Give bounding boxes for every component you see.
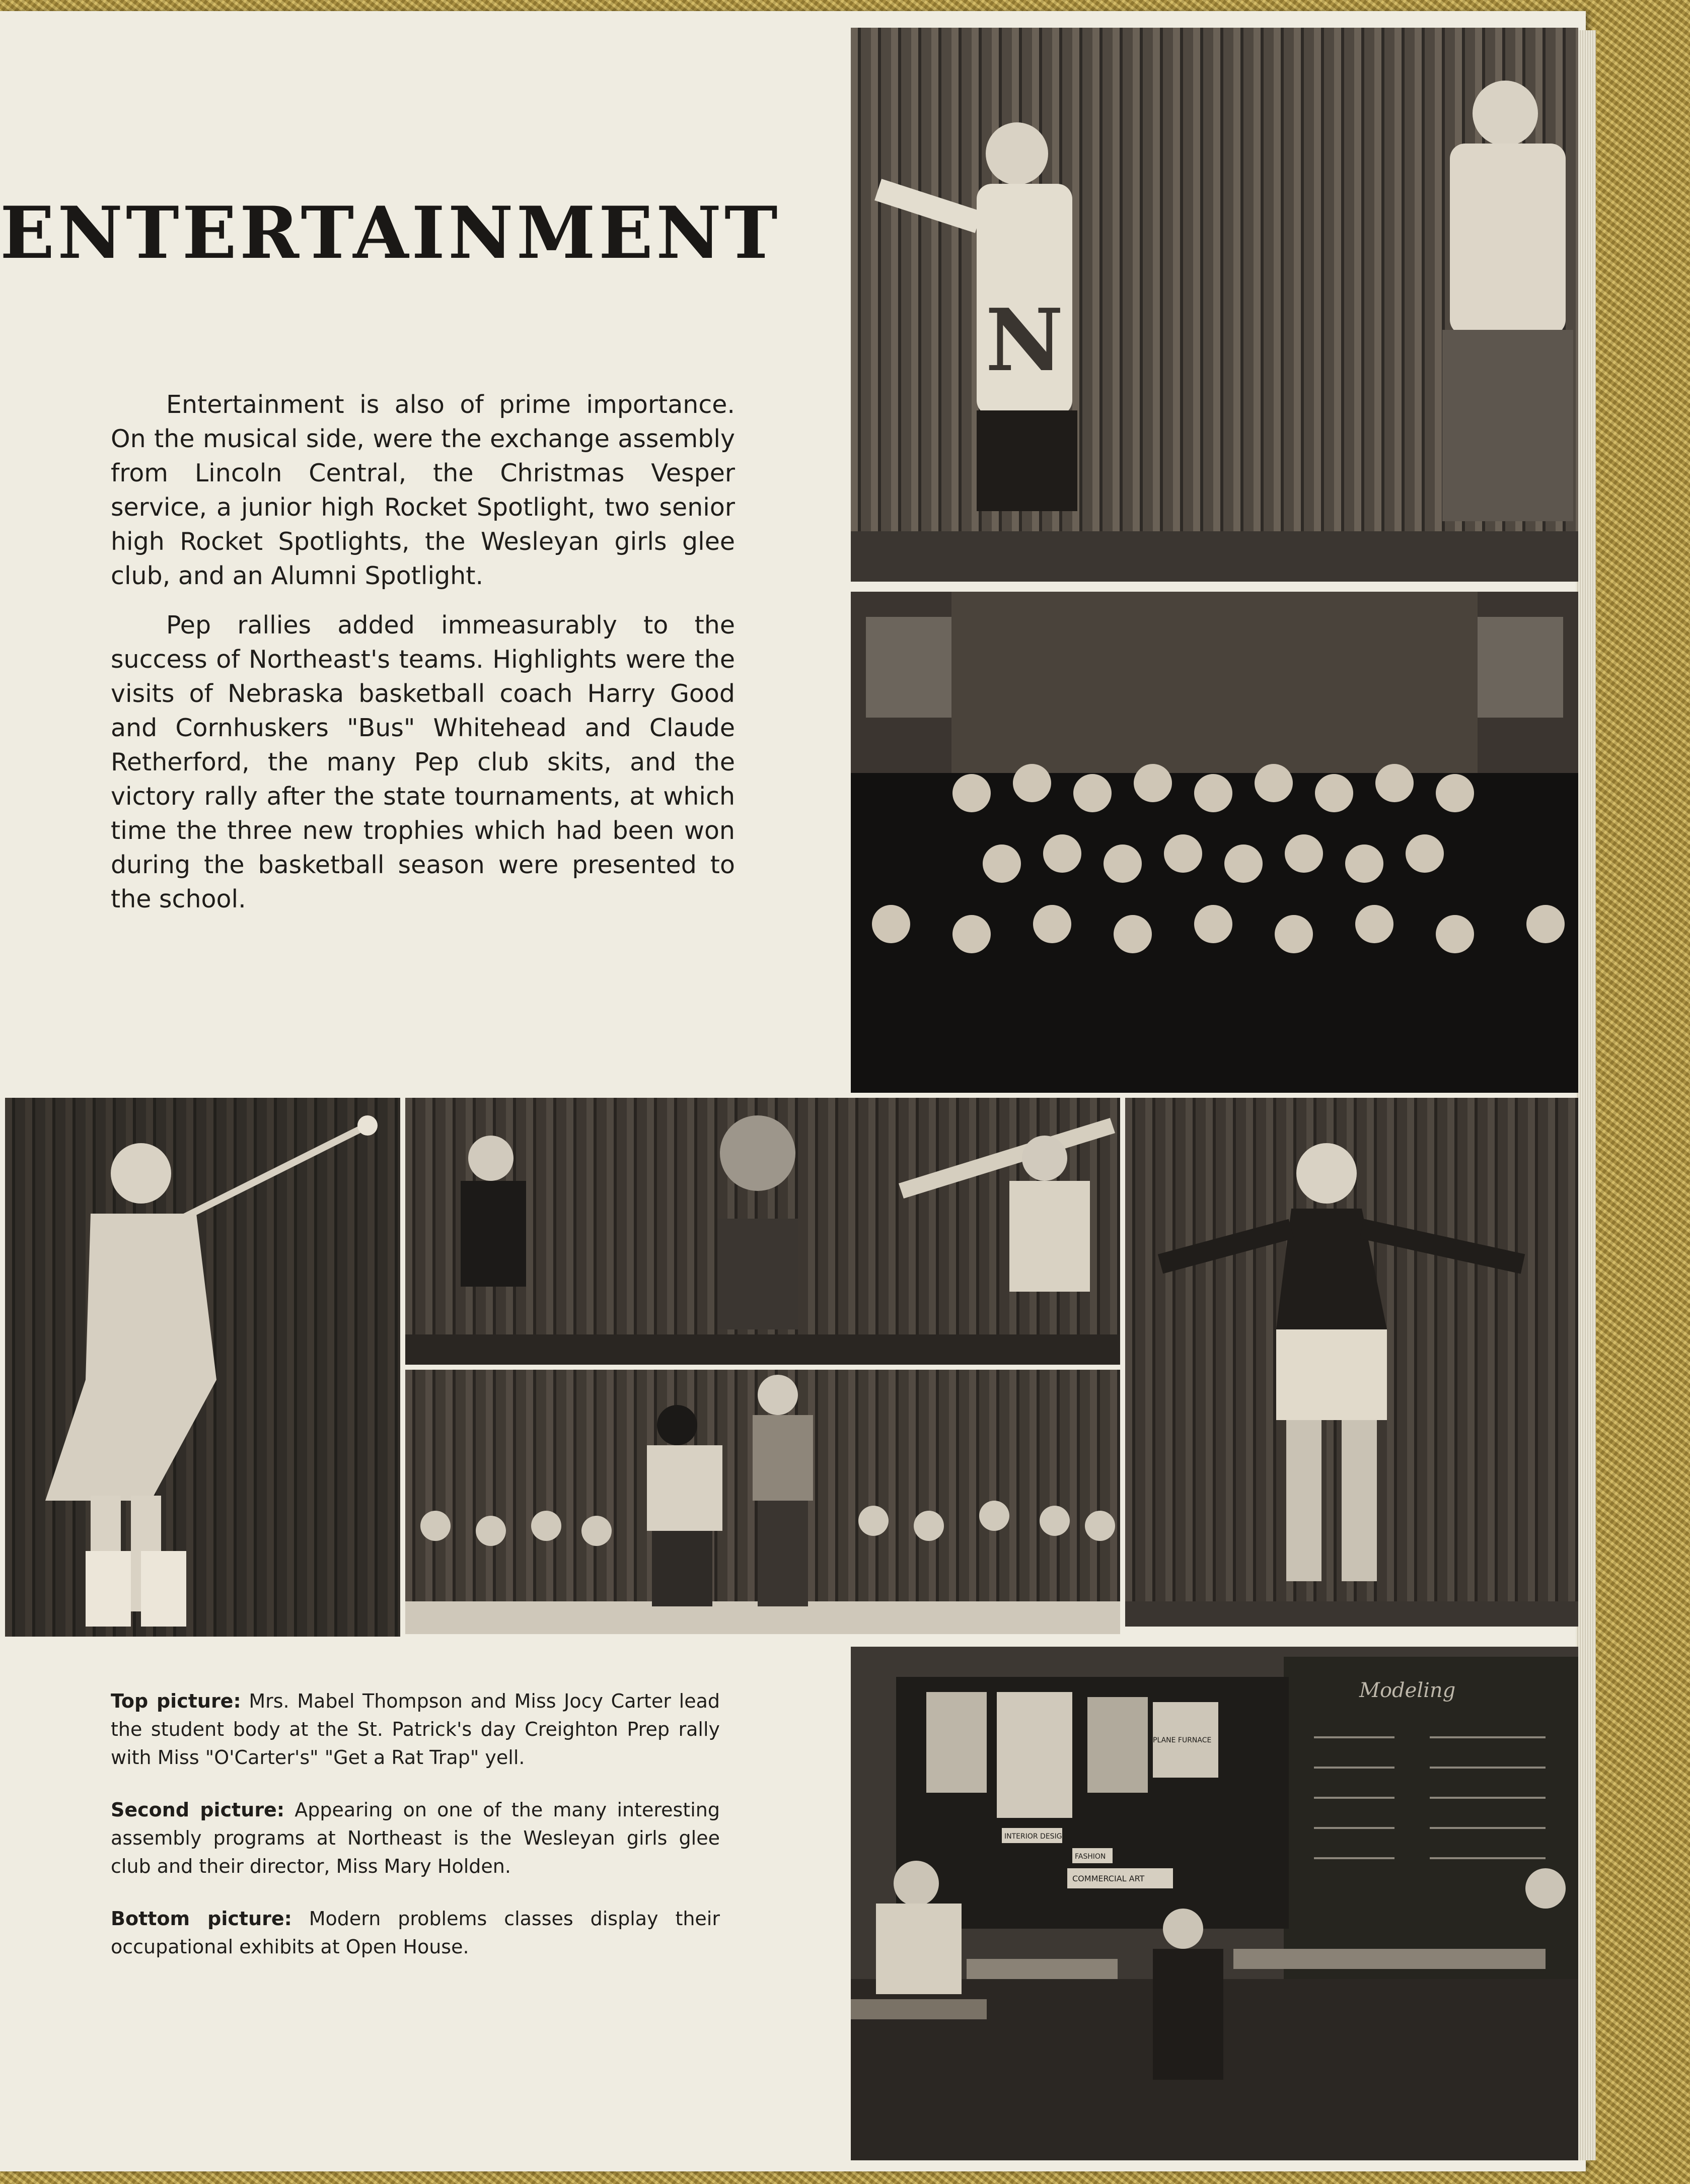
caption-second-text: Appearing on one of the many interesting assembly programs at Northeast is the Wesleyan girls glee club and their director, Miss Mary Holden. [111, 1799, 720, 1877]
paragraph-musical: Entertainment is also of prime importance. On the musical side, were the exchange assembly from Lincoln Central, the Christmas Vesper service, a junior high Rocket Spotlight, two senior high Rocket Spotlights, the Wesleyan girls glee club, and an Alumni Spotlight. [111, 390, 735, 590]
sign-commercial-art: COMMERCIAL ART [1072, 1874, 1145, 1883]
photo-dancer [1125, 1098, 1578, 1627]
page-edge [1576, 30, 1596, 2160]
photo-pep-club-skit [405, 1370, 1120, 1634]
paragraph-pep-rallies: Pep rallies added immeasurably to the success of Northeast's teams. Highlights were the visits of Nebraska basketball coach Harry Good and Cornhuskers "Bus" Whitehead and Claude Retherford, the many Pep club skits, and the victory rally after the state tournaments, at which time the three new trophies which had been won during the basketball season were presented to the school. [111, 611, 735, 913]
photo-captions [111, 1687, 720, 1985]
caption-second [111, 1796, 720, 1880]
photo-glee-club [851, 592, 1578, 1093]
photo-band [405, 1098, 1120, 1365]
caption-top-label: Top picture: [111, 1690, 241, 1712]
caption-top-text: Mrs. Mabel Thompson and Miss Jocy Carter lead the student body at the St. Patrick's day Creighton Prep rally with Miss "O'Carter's" "Get a Rat Trap" yell. [111, 1690, 720, 1769]
photo-majorette [5, 1098, 400, 1637]
sign-art-for-a-living: ART FOR A LIVING [1072, 1691, 1136, 1699]
article-body [111, 388, 735, 932]
jersey-letter: N [985, 290, 1064, 391]
photo-open-house-exhibit [851, 1647, 1578, 2160]
sign-plane-furnace: PLANE FURNACE [1153, 1736, 1212, 1744]
photo-cheerleading-teachers [851, 28, 1578, 582]
caption-bottom-text: Modern problems classes display their occupational exhibits at Open House. [111, 1908, 720, 1958]
chalkboard-heading: Modeling [1359, 1679, 1456, 1702]
sign-fashion: FASHION [1075, 1853, 1106, 1861]
caption-bottom [111, 1905, 720, 1961]
page-title: ENTERTAINMENT [0, 191, 781, 275]
caption-top [111, 1687, 720, 1772]
caption-second-label: Second picture: [111, 1799, 285, 1821]
sign-interior-design: INTERIOR DESIGN [1004, 1833, 1068, 1841]
caption-bottom-label: Bottom picture: [111, 1908, 292, 1930]
